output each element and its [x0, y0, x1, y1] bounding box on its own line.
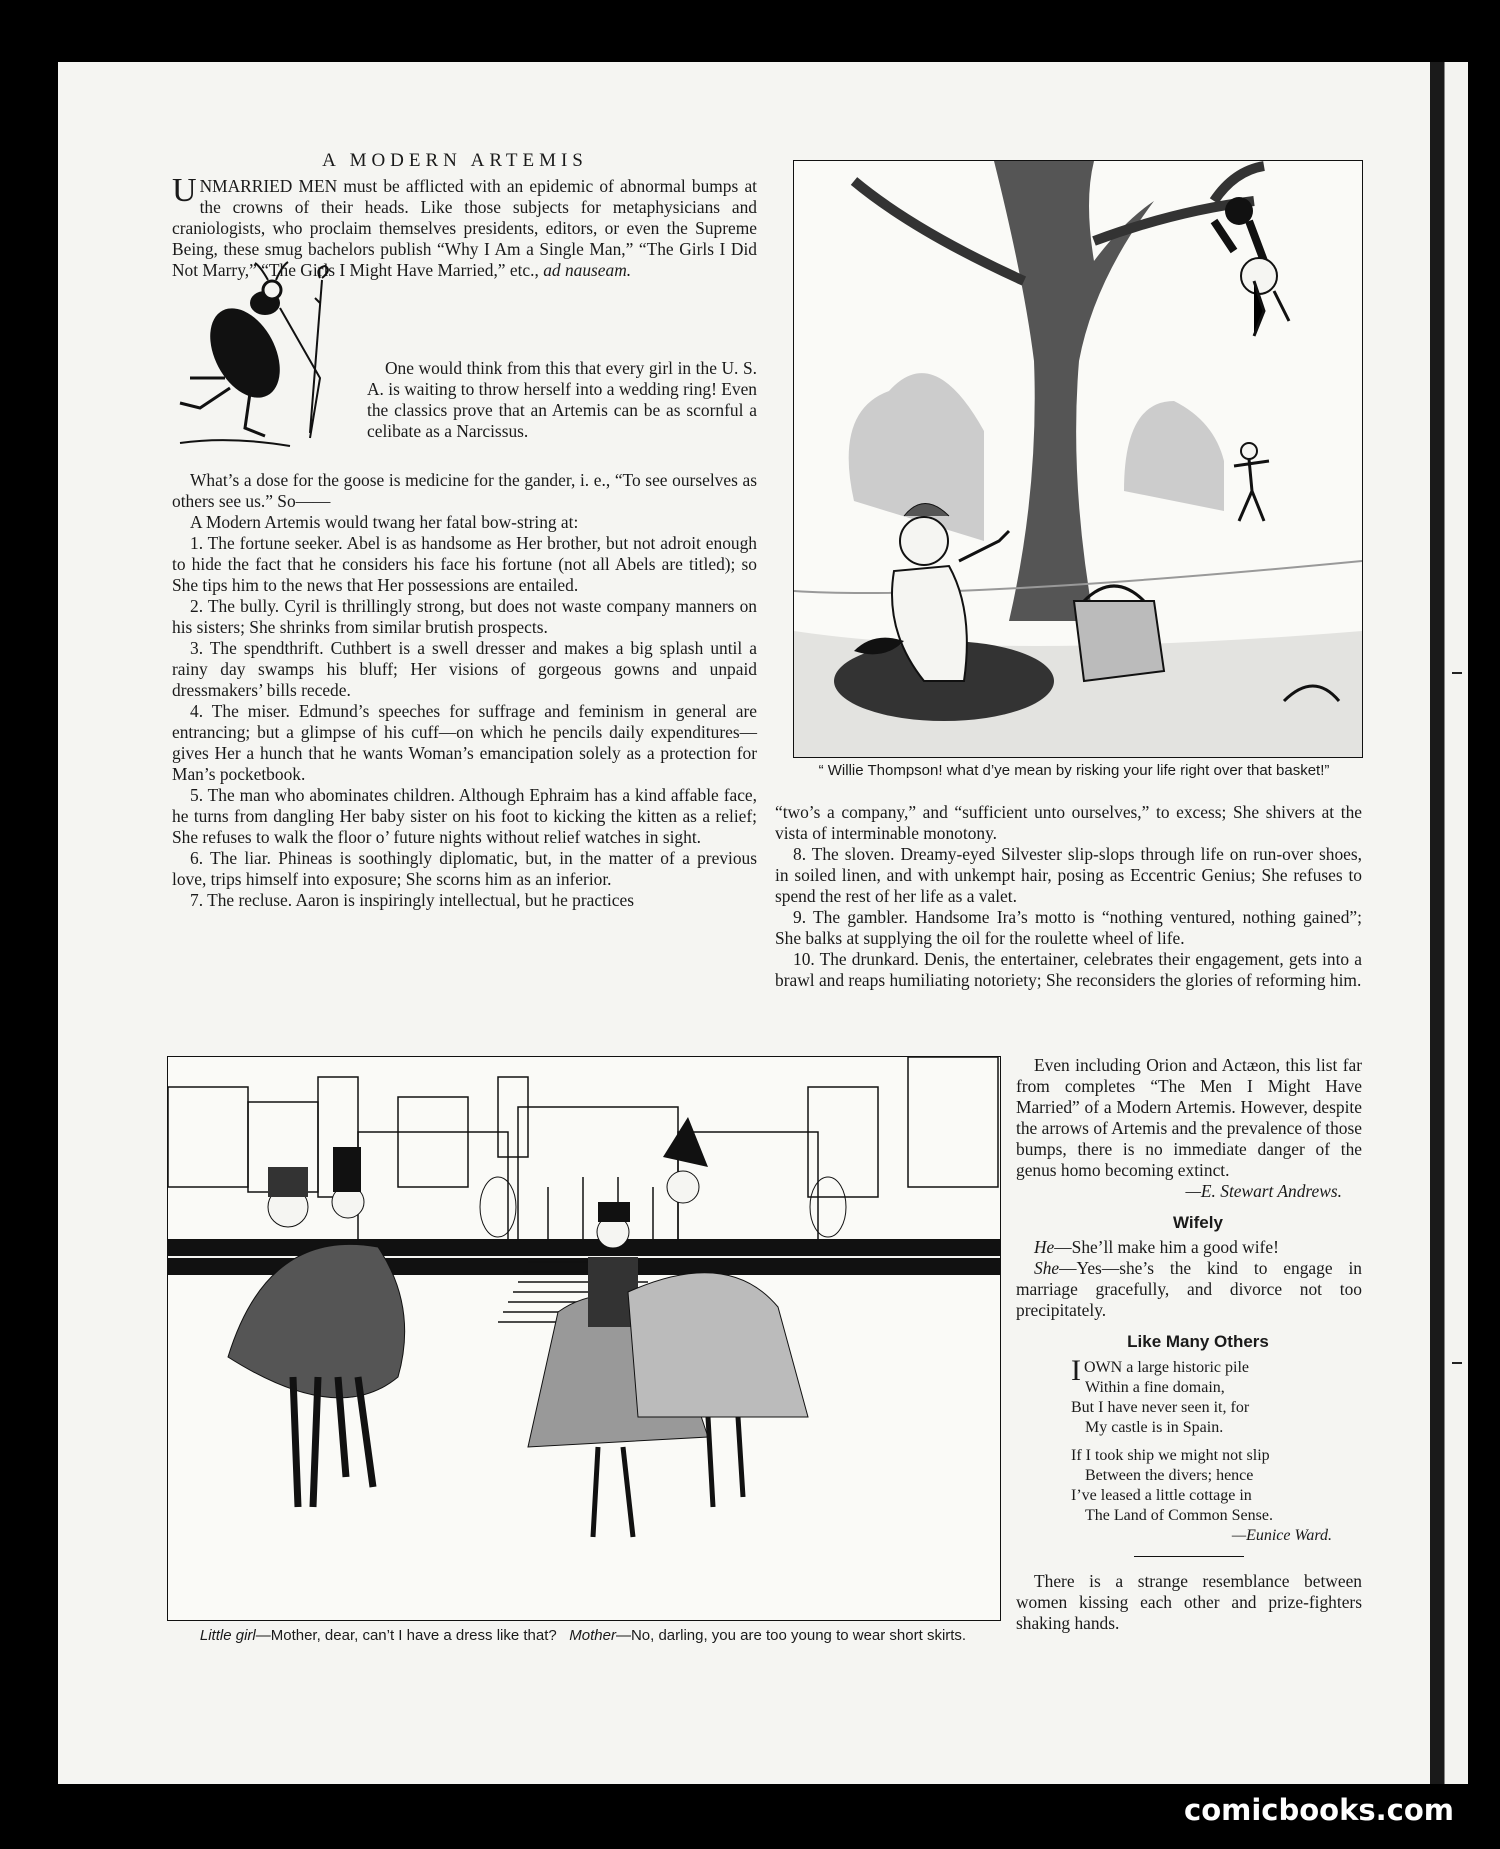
intro-lead: NMARRIED MEN must be afflicted with an epidemic of abnormal bumps at the crowns of their heads. Like those subjects for metaphysicians and craniologists, who proclaim themselves presidents, editors, or even the Supreme Being, these smug bachelors publish “Why I Am a Single Man,” “The Girls I Did Not Marry,” “The Girls I Might Have Married,” etc.,	[172, 176, 757, 280]
page-fold	[1430, 62, 1468, 1784]
poem-line: I’ve leased a little cottage in	[1071, 1487, 1252, 1504]
poem-dropcap: I	[1071, 1354, 1081, 1387]
bottom-cartoon-caption	[167, 1627, 999, 1645]
poem-line: OWN a large historic pile	[1084, 1359, 1249, 1376]
top-cartoon-caption: “ Willie Thompson! what d’ye mean by risking your life right over that basket!”	[818, 762, 1330, 779]
speaker-little-girl: Little girl	[199, 1627, 256, 1644]
paragraph: Even including Orion and Actæon, this list far from completes “The Men I Might Have Married” of a Modern Artemis. However, despite the arrows of Artemis and the prevalence of those bumps, there is no immediate danger of the genus homo becoming extinct.	[1016, 1055, 1362, 1180]
wifely-he	[1016, 1237, 1362, 1258]
intro-paragraph-2	[367, 358, 757, 442]
intro-lead-italic: ad nauseam.	[543, 260, 632, 280]
poem-heading: Like Many Others	[1127, 1332, 1269, 1351]
poem-line-1	[1071, 1354, 1362, 1387]
he-line: —She’ll make him a good wife!	[1054, 1237, 1279, 1257]
artemis-body-right-bottom	[1016, 1055, 1362, 1634]
she-line: —Yes—she’s the kind to engage in marriage gracefully, and divorce not too precipitately.	[1016, 1258, 1362, 1320]
paragraph: 1. The fortune seeker. Abel is as handsome as Her brother, but not adroit enough to hide the fact that he considers his face his fortune (not all Abels are titled); so She tips him to the news that Her possessions are entailed.	[172, 533, 757, 595]
mother-line: —No, darling, you are too young to wear short skirts.	[615, 1627, 967, 1644]
article-title: A MODERN ARTEMIS	[322, 150, 588, 171]
artemis-author: —E. Stewart Andrews.	[1185, 1181, 1342, 1201]
watermark: comicbooks.com	[1184, 1793, 1454, 1827]
paragraph: 10. The drunkard. Denis, the entertainer, celebrates their engagement, gets into a brawl and reaps humiliating notoriety; She reconsiders the glories of reforming him.	[775, 949, 1362, 990]
poem-author: —Eunice Ward.	[1231, 1527, 1332, 1544]
intro-p2: One would think from this that every girl in the U. S. A. is waiting to throw herself into a wedding ring! Even the classics prove that an Artemis can be as scornful a celibate as a Narcissus.	[367, 358, 757, 441]
divider	[1134, 1556, 1244, 1557]
paragraph: What’s a dose for the goose is medicine for the gander, i. e., “To see ourselves as others see us.” So——	[172, 470, 757, 511]
she-label: She	[1034, 1258, 1060, 1278]
fold-mark	[1452, 672, 1462, 674]
poem-line: My castle is in Spain.	[1085, 1419, 1224, 1436]
little-girl-line: —Mother, dear, can’t I have a dress like that?	[255, 1627, 557, 1644]
poem-line: Within a fine domain,	[1085, 1379, 1225, 1396]
paragraph: 2. The bully. Cyril is thrillingly strong, but does not waste company manners on his sisters; She shrinks from similar brutish prospects.	[172, 596, 757, 637]
wifely-she	[1016, 1258, 1362, 1321]
paragraph: 8. The sloven. Dreamy-eyed Silvester slip-slops through life on run-over shoes, in soiled linen, and with unkempt hair, posing as Eccentric Genius; She refuses to spend the rest of her life as a valet.	[775, 844, 1362, 906]
artemis-body-right-top	[775, 802, 1362, 991]
poem-line: The Land of Common Sense.	[1085, 1507, 1273, 1524]
closing-paragraph: There is a strange resemblance between women kissing each other and prize-fighters shaking hands.	[1016, 1571, 1362, 1633]
poem-line: Between the divers; hence	[1085, 1467, 1254, 1484]
artemis-body-left	[172, 470, 757, 911]
paragraph: A Modern Artemis would twang her fatal bow-string at:	[190, 512, 579, 532]
castle-fashion-cartoon	[167, 1056, 1001, 1621]
paragraph: 4. The miser. Edmund’s speeches for suffrage and feminism in general are entrancing; but a glimpse of his cuff—on which he pencils daily expenditures—gives Her a hunch that he wants Woman’s emancipation solely as a protection for Man’s pocketbook.	[172, 701, 757, 784]
paragraph: 7. The recluse. Aaron is inspiringly intellectual, but he practices	[190, 890, 634, 910]
poem-line: If I took ship we might not slip	[1071, 1447, 1270, 1464]
wifely-heading: Wifely	[1173, 1213, 1223, 1232]
poem-line: But I have never seen it, for	[1071, 1399, 1250, 1416]
drop-cap: U	[172, 172, 197, 209]
fold-mark	[1452, 1362, 1462, 1364]
speaker-mother: Mother	[569, 1627, 616, 1644]
he-label: He	[1034, 1237, 1055, 1257]
tree-cartoon	[793, 160, 1363, 758]
paragraph: “two’s a company,” and “sufficient unto ourselves,” to excess; She shivers at the vista of interminable monotony.	[775, 802, 1362, 843]
beetle-illustration	[170, 258, 360, 458]
paragraph: 3. The spendthrift. Cuthbert is a swell dresser and makes a big splash until a rainy day swamps his bluff; Her visions of gorgeous gowns and unpaid dressmakers’ bills recede.	[172, 638, 757, 700]
paragraph: 6. The liar. Phineas is soothingly diplomatic, but, in the matter of a previous love, trips himself into exposure; She scorns him as an inferior.	[172, 848, 757, 889]
paragraph: 5. The man who abominates children. Although Ephraim has a kind affable face, he turns from dangling Her baby sister on his foot to kicking the kitten as a relief; She refuses to walk the floor o’ future nights without relief watches in sight.	[172, 785, 757, 847]
poem	[1071, 1354, 1362, 1546]
paragraph: 9. The gambler. Handsome Ira’s motto is “nothing ventured, nothing gained”; She balks at supplying the oil for the roulette wheel of life.	[775, 907, 1362, 948]
